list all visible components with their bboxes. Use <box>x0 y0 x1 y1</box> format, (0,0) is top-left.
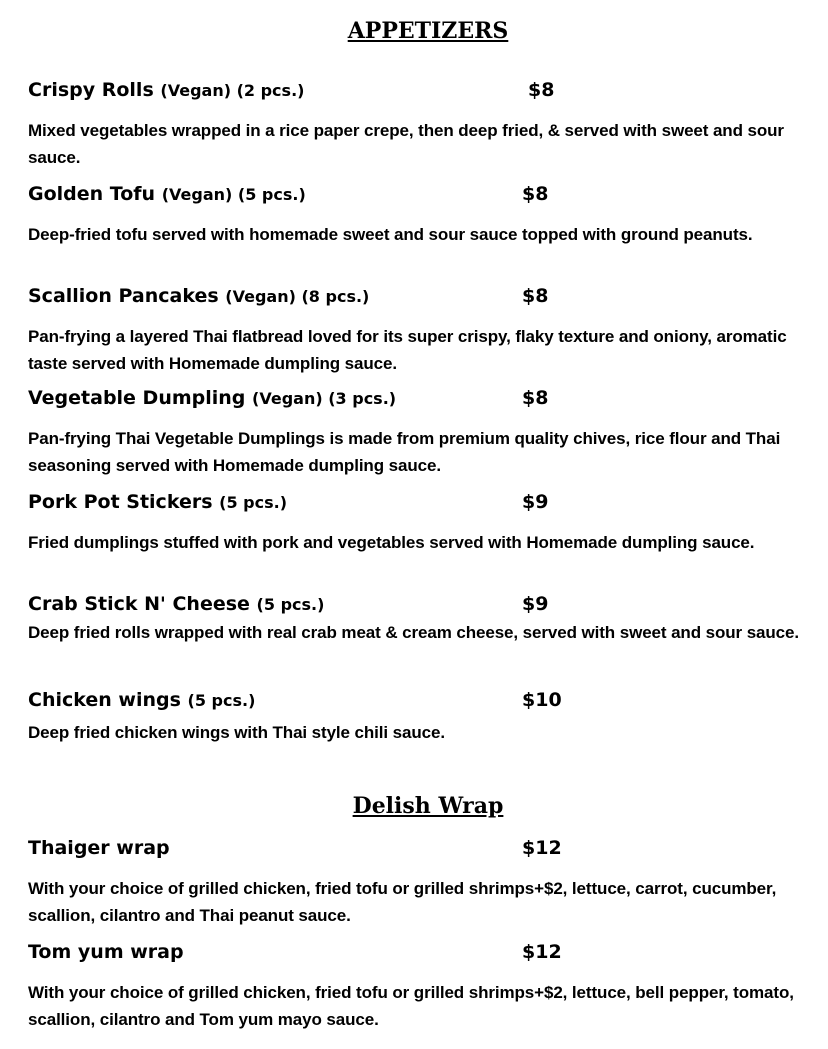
menu-item-description: With your choice of grilled chicken, fried tofu or grilled shrimps+$2, lettuce, bell pepper, tomato, scallion, cilantro and Tom yum mayo sauce. <box>28 983 794 1029</box>
menu-item-name: Crispy Rolls (Vegan) (2 pcs.) <box>28 79 305 101</box>
menu-item-price: $8 <box>522 387 549 409</box>
menu-item-price: $9 <box>522 491 549 513</box>
menu-item-description: Deep fried chicken wings with Thai style chili sauce. <box>28 723 445 742</box>
menu-item-description: With your choice of grilled chicken, fried tofu or grilled shrimps+$2, lettuce, carrot, cucumber, scallion, cilantro and Thai peanut sauce. <box>28 879 777 925</box>
menu-item-name: Crab Stick N' Cheese (5 pcs.) <box>28 593 325 615</box>
menu-item-note: (5 pcs.) <box>256 595 325 614</box>
menu-item-name: Tom yum wrap <box>28 941 184 963</box>
menu-item-price: $9 <box>522 593 549 615</box>
appetizers-title: APPETIZERS <box>347 18 509 44</box>
menu-item-note: (5 pcs.) <box>187 691 256 710</box>
menu-item-description: Pan-frying a layered Thai flatbread loved for its super crispy, flaky texture and oniony, aromatic taste served with Homemade dumpling sauce. <box>28 327 787 373</box>
menu-item-name: Pork Pot Stickers (5 pcs.) <box>28 491 288 513</box>
menu-item-price: $8 <box>528 79 555 101</box>
menu-item-price: $8 <box>522 183 549 205</box>
menu-item-name: Thaiger wrap <box>28 837 170 859</box>
menu-item-name: Vegetable Dumpling (Vegan) (3 pcs.) <box>28 387 397 409</box>
menu-item-name: Chicken wings (5 pcs.) <box>28 689 256 711</box>
menu-item-description: Deep-fried tofu served with homemade sweet and sour sauce topped with ground peanuts. <box>28 225 753 244</box>
menu-item-name: Scallion Pancakes (Vegan) (8 pcs.) <box>28 285 370 307</box>
menu-item-note: (Vegan) (8 pcs.) <box>225 287 370 306</box>
menu-item-description: Fried dumplings stuffed with pork and vegetables served with Homemade dumpling sauce. <box>28 533 755 552</box>
menu-item-price: $8 <box>522 285 549 307</box>
wraps-title: Delish Wrap <box>352 793 504 819</box>
menu-item-note: (Vegan) (2 pcs.) <box>160 81 305 100</box>
menu-item-price: $12 <box>522 941 562 963</box>
menu-item-name: Golden Tofu (Vegan) (5 pcs.) <box>28 183 306 205</box>
menu-item-description: Deep fried rolls wrapped with real crab meat & cream cheese, served with sweet and sour sauce. <box>28 623 800 642</box>
menu-item-note: (Vegan) (3 pcs.) <box>252 389 397 408</box>
menu-item-note: (Vegan) (5 pcs.) <box>161 185 306 204</box>
menu-item-description: Pan-frying Thai Vegetable Dumplings is made from premium quality chives, rice flour and Thai seasoning served with Homemade dumpling sauce. <box>28 429 781 475</box>
menu-item-price: $12 <box>522 837 562 859</box>
menu-item-description: Mixed vegetables wrapped in a rice paper crepe, then deep fried, & served with sweet and sour sauce. <box>28 121 784 167</box>
menu-item-note: (5 pcs.) <box>219 493 288 512</box>
menu-item-price: $10 <box>522 689 562 711</box>
